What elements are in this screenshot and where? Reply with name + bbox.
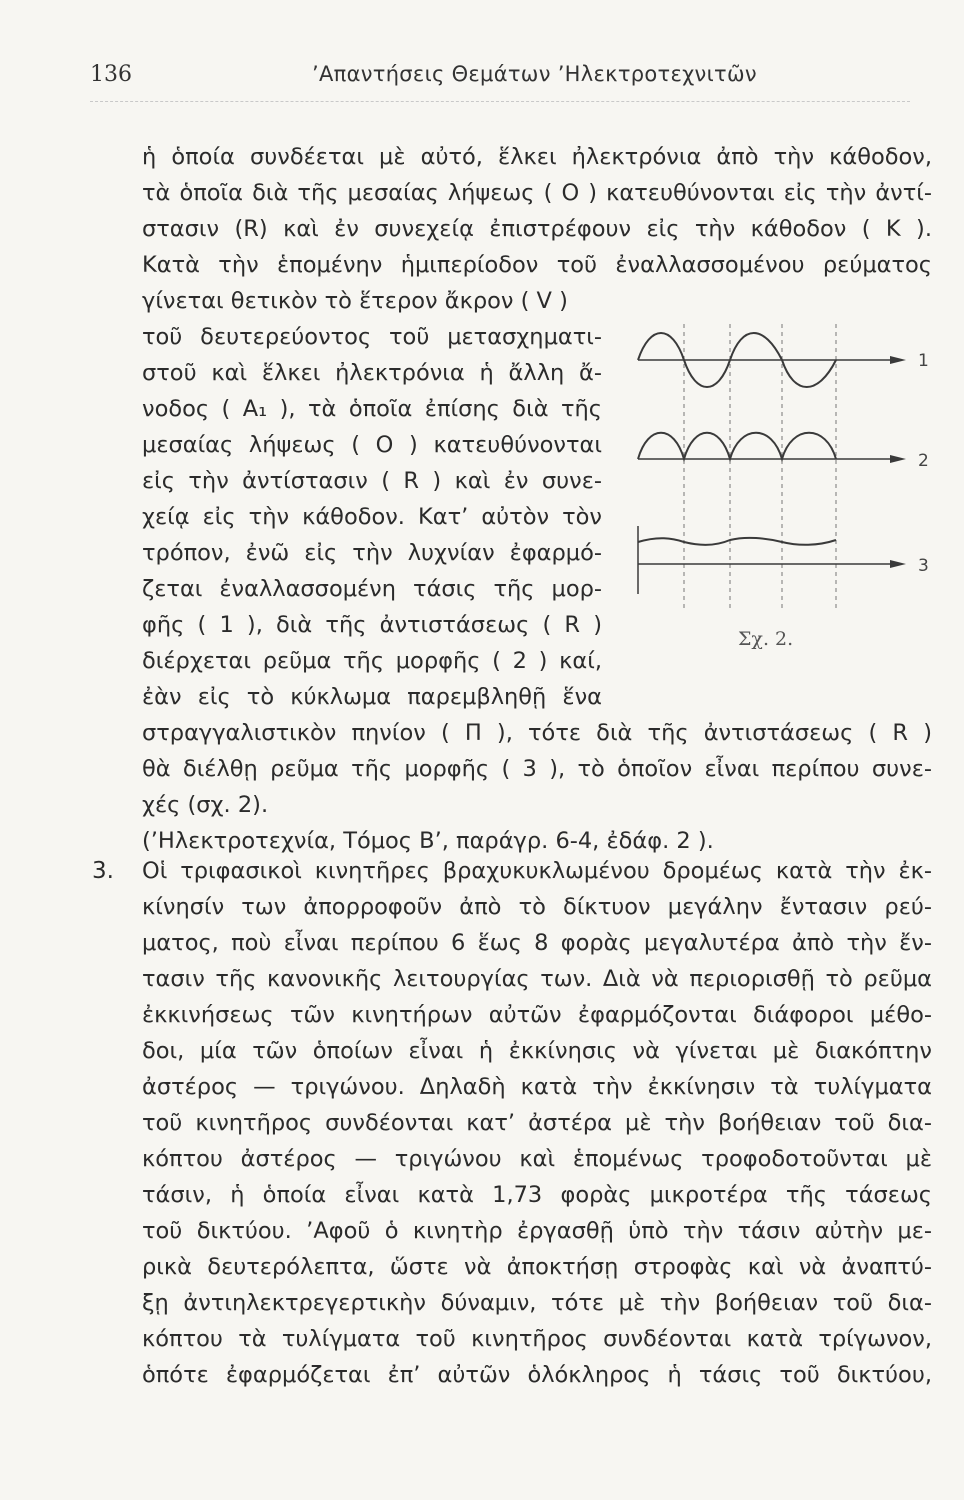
- page-header: [0, 58, 964, 98]
- text-line: τὰ ὁποῖα διὰ τῆς μεσαίας λήψεως ( Ο ) κατευθύνονται εἰς τὴν ἀντί-: [142, 180, 932, 206]
- text-line: ὁπότε ἐφαρμόζεται ἐπ’ αὐτῶν ὁλόκληρος ἡ τάσις τοῦ δικτύου,: [142, 1362, 932, 1388]
- text-line: δοι, μία τῶν ὁποίων εἶναι ἡ ἐκκίνησις νὰ γίνεται μὲ διακόπτην: [142, 1038, 932, 1064]
- waveform-figure: [628, 316, 938, 666]
- text-line: τρόπον, ἐνῶ εἰς τὴν λυχνίαν ἐφαρμό-: [142, 540, 602, 566]
- header-rule: [90, 101, 910, 102]
- text-line: ἡ ὁποία συνδέεται μὲ αὐτό, ἕλκει ἠλεκτρόνια ἀπὸ τὴν κάθοδον,: [142, 144, 932, 170]
- page-number: 136: [90, 62, 132, 87]
- arrow-icon: [890, 560, 906, 568]
- text-line: μεσαίας λήψεως ( Ο ) κατευθύνονται: [142, 432, 602, 458]
- figure-label: 2: [918, 451, 929, 471]
- running-title: ’Απαντήσεις Θεμάτων ’Ηλεκτροτεχνιτῶν: [312, 62, 757, 86]
- text-line: νοδος ( A₁ ), τὰ ὁποῖα ἐπίσης διὰ τῆς: [142, 396, 602, 422]
- citation: (’Ηλεκτροτεχνία, Τόμος Β’, παράγρ. 6-4, ἐδάφ. 2 ).: [142, 828, 714, 854]
- figure-caption: Σχ. 2.: [738, 628, 794, 650]
- text-line: στασιν (R) καὶ ἐν συνεχείᾳ ἐπιστρέφουν εἰς τὴν κάθοδον ( Κ ).: [142, 216, 932, 242]
- text-line: χείᾳ εἰς τὴν κάθοδον. Κατ’ αὐτὸν τὸν: [142, 504, 602, 530]
- text-line: τάσιν, ἡ ὁποία εἶναι κατὰ 1,73 φορὰς μικροτέρα τῆς τάσεως: [142, 1182, 932, 1208]
- arrow-icon: [890, 356, 906, 364]
- text-line: κόπτου ἀστέρος — τριγώνου καὶ ἑπομένως τροφοδοτοῦνται μὲ: [142, 1146, 932, 1172]
- text-line: εἰς τὴν ἀντίστασιν ( R ) καὶ ἐν συνε-: [142, 468, 602, 494]
- text-line: τοῦ κινητῆρος συνδέονται κατ’ ἀστέρα μὲ τὴν βοήθειαν τοῦ δια-: [142, 1110, 932, 1136]
- figure-label: 1: [918, 351, 929, 371]
- waveform-2: [638, 433, 836, 459]
- text-line: στοῦ καὶ ἕλκει ἠλεκτρόνια ἡ ἄλλη ἄ-: [142, 360, 602, 386]
- text-line: στραγγαλιστικὸν πηνίον ( Π ), τότε διὰ τῆς ἀντιστάσεως ( R ): [142, 720, 932, 746]
- text-line: ζεται ἐναλλασσομένη τάσις τῆς μορ-: [142, 576, 602, 602]
- text-line: τοῦ δικτύου. ’Αφοῦ ὁ κινητὴρ ἐργασθῇ ὑπὸ τὴν τάσιν αὐτὴν με-: [142, 1218, 932, 1244]
- item-number: 3.: [92, 858, 114, 884]
- text-line: κόπτου τὰ τυλίγματα τοῦ κινητῆρος συνδέονται κατὰ τρίγωνον,: [142, 1326, 932, 1352]
- text-line: φῆς ( 1 ), διὰ τῆς ἀντιστάσεως ( R ): [142, 612, 602, 638]
- text-line: τασιν τῆς κανονικῆς λειτουργίας των. Διὰ νὰ περιορισθῇ τὸ ρεῦμα: [142, 966, 932, 992]
- text-line: ἀστέρος — τριγώνου. Δηλαδὴ κατὰ τὴν ἐκκίνησιν τὰ τυλίγματα: [142, 1074, 932, 1100]
- text-line: χές (σχ. 2).: [142, 792, 269, 818]
- text-line: ἐὰν εἰς τὸ κύκλωμα παρεμβληθῇ ἕνα: [142, 684, 602, 710]
- text-line: ματος, ποὺ εἶναι περίπου 6 ἕως 8 φορὰς μεγαλυτέρα ἀπὸ τὴν ἔν-: [142, 930, 932, 956]
- text-line: ἐκκινήσεως τῶν κινητήρων αὐτῶν ἐφαρμόζονται διάφοροι μέθο-: [142, 1002, 932, 1028]
- text-line: κίνησίν των ἀπορροφοῦν ἀπὸ τὸ δίκτυον μεγάλην ἔντασιν ρεύ-: [142, 894, 932, 920]
- text-line: διέρχεται ρεῦμα τῆς μορφῆς ( 2 ) καί,: [142, 648, 602, 674]
- waveform-3: [638, 538, 836, 545]
- text-line: θὰ διέλθῃ ρεῦμα τῆς μορφῆς ( 3 ), τὸ ὁποῖον εἶναι περίπου συνε-: [142, 756, 932, 782]
- text-line: τοῦ δευτερεύοντος τοῦ μετασχηματι-: [142, 324, 602, 350]
- arrow-icon: [890, 455, 906, 463]
- text-line: ρικὰ δευτερόλεπτα, ὥστε νὰ ἀποκτήσῃ στροφὰς καὶ νὰ ἀναπτύ-: [142, 1254, 932, 1280]
- figure-label: 3: [918, 556, 929, 576]
- text-line: Κατὰ τὴν ἑπομένην ἡμιπερίοδον τοῦ ἐναλλασσομένου ρεύματος: [142, 252, 932, 278]
- text-line: Οἱ τριφασικοὶ κινητῆρες βραχυκυκλωμένου δρομέως κατὰ τὴν ἐκ-: [142, 858, 932, 884]
- text-line: γίνεται θετικὸν τὸ ἕτερον ἄκρον ( V ): [142, 288, 568, 314]
- text-line: ξῃ ἀντιηλεκτρεγερτικὴν δύναμιν, τότε μὲ τὴν βοήθειαν τοῦ δια-: [142, 1290, 932, 1316]
